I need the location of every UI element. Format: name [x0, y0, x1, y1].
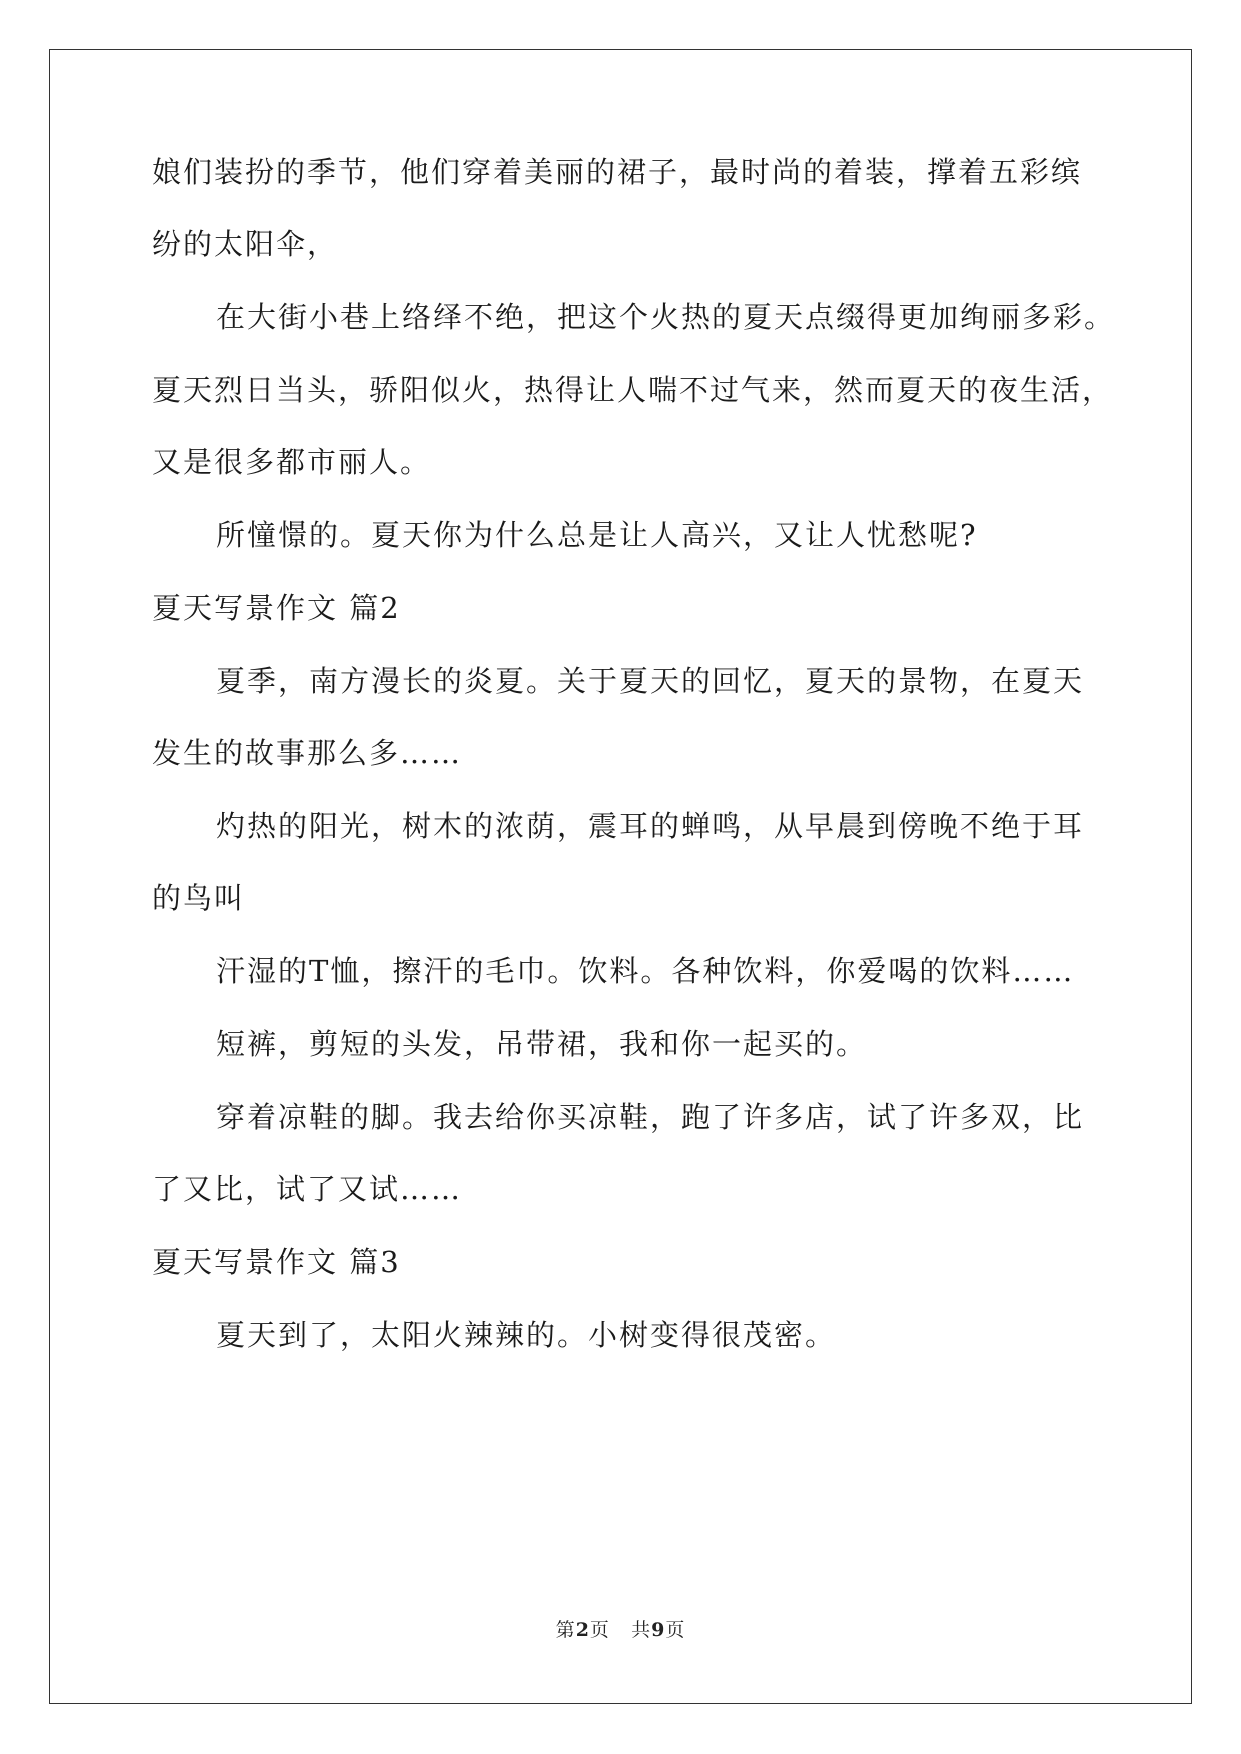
text-line: 夏季，南方漫长的炎夏。关于夏天的回忆，夏天的景物，在夏天	[216, 664, 1085, 698]
page-footer	[0, 1618, 1241, 1642]
page-suffix: 页	[589, 1619, 610, 1641]
section-heading: 夏天写景作文 篇3	[152, 1245, 401, 1279]
text-line: 所憧憬的。夏天你为什么总是让人高兴，又让人忧愁呢?	[216, 518, 978, 552]
text-line: 夏天到了，太阳火辣辣的。小树变得很茂密。	[216, 1318, 837, 1352]
text-line: 夏天烈日当头，骄阳似火，热得让人喘不过气来，然而夏天的夜生活，	[152, 373, 1114, 407]
page-border	[49, 49, 1192, 1704]
text-line: 穿着凉鞋的脚。我去给你买凉鞋，跑了许多店，试了许多双，比	[216, 1100, 1085, 1134]
text-line: 在大街小巷上络绎不绝，把这个火热的夏天点缀得更加绚丽多彩。	[216, 300, 1116, 334]
text-line: 纷的太阳伞，	[152, 227, 339, 261]
text-line: 发生的故事那么多……	[152, 736, 463, 770]
text-line: 了又比，试了又试……	[152, 1172, 463, 1206]
text-line: 又是很多都市丽人。	[152, 445, 432, 479]
text-line: 的鸟叫	[152, 881, 246, 915]
text-line: 短裤，剪短的头发，吊带裙，我和你一起买的。	[216, 1027, 868, 1061]
page-prefix: 第	[555, 1619, 576, 1641]
text-line: 娘们装扮的季节，他们穿着美丽的裙子，最时尚的着装，撑着五彩缤	[152, 155, 1083, 189]
section-heading: 夏天写景作文 篇2	[152, 591, 401, 625]
text-line: 灼热的阳光，树木的浓荫，震耳的蝉鸣，从早晨到傍晚不绝于耳	[216, 809, 1085, 843]
total-prefix: 共	[631, 1619, 652, 1641]
text-line: 汗湿的T恤，擦汗的毛巾。饮料。各种饮料，你爱喝的饮料……	[216, 954, 1075, 988]
total-suffix: 页	[665, 1619, 686, 1641]
page-number: 2	[575, 1619, 590, 1641]
total-pages: 9	[651, 1619, 666, 1641]
